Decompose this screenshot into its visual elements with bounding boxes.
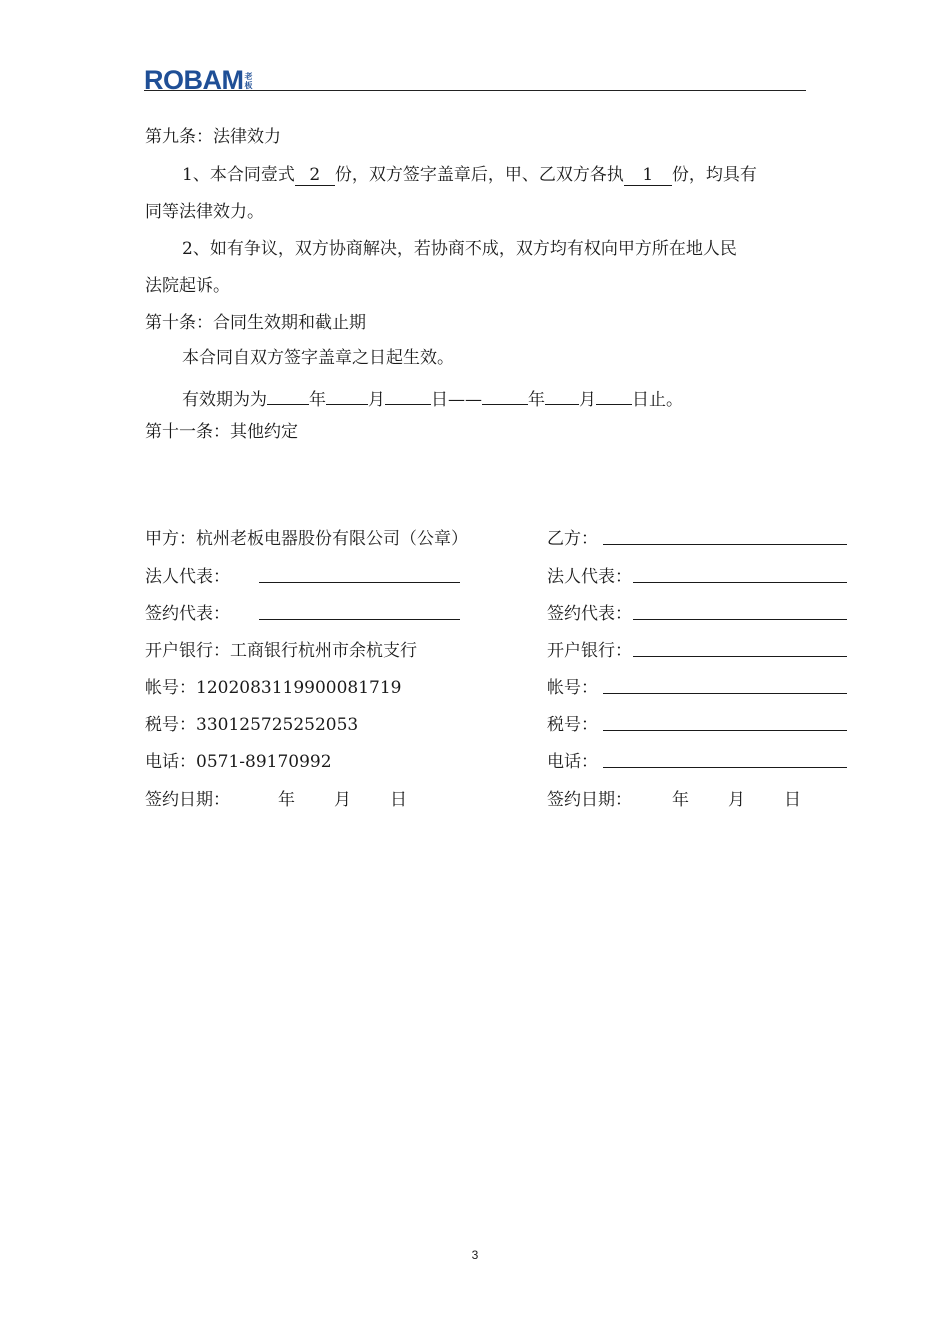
- party-b-sign-rep-line[interactable]: [633, 619, 847, 620]
- article9-para2: 2、如有争议，双方协商解决，若协商不成，双方均有权向甲方所在地人民: [182, 239, 737, 259]
- party-a-date: 签约日期： 年 月 日: [145, 790, 407, 810]
- party-b-sign-rep-label: 签约代表：: [547, 604, 632, 624]
- party-b-legal-rep-label: 法人代表：: [547, 567, 632, 587]
- article10-para1: 本合同自双方签字盖章之日起生效。: [182, 348, 454, 368]
- party-b-phone-label: 电话：: [547, 752, 598, 772]
- party-a-name: 甲方：杭州老板电器股份有限公司（公章）: [145, 529, 468, 549]
- party-a-account: 帐号：1202083119900081719: [145, 678, 402, 698]
- party-b-name-label: 乙方：: [547, 529, 598, 549]
- logo-chinese: 老 板: [244, 72, 253, 90]
- article11-title: 第十一条：其他约定: [145, 422, 298, 442]
- end-month-blank[interactable]: [545, 384, 579, 405]
- party-a-sign-rep-label: 签约代表：: [145, 604, 230, 624]
- party-b-phone-line[interactable]: [603, 767, 847, 768]
- party-a-sign-rep-line[interactable]: [259, 619, 460, 620]
- party-b-bank-label: 开户银行：: [547, 641, 632, 661]
- party-b-account-line[interactable]: [603, 693, 847, 694]
- party-b-tax-line[interactable]: [603, 730, 847, 731]
- party-a-phone: 电话：0571-89170992: [145, 752, 332, 772]
- party-b-legal-rep-line[interactable]: [633, 582, 847, 583]
- header-rule: [144, 90, 806, 91]
- start-month-blank[interactable]: [326, 384, 368, 405]
- page-number: 3: [471, 1248, 479, 1262]
- validity-period: 有效期为为 年 月 日—— 年 月 日止。: [182, 384, 683, 411]
- logo-wordmark: ROBAM: [144, 65, 244, 95]
- party-a-bank: 开户银行：工商银行杭州市余杭支行: [145, 641, 417, 661]
- copies-each: 1: [624, 165, 672, 186]
- party-b-name-line[interactable]: [603, 544, 847, 545]
- party-a-legal-rep-line[interactable]: [259, 582, 460, 583]
- party-a-tax: 税号：330125725252053: [145, 715, 359, 735]
- start-day-blank[interactable]: [385, 384, 431, 405]
- party-b-account-label: 帐号：: [547, 678, 598, 698]
- article9-para2-cont: 法院起诉。: [145, 276, 230, 296]
- robam-logo: [144, 65, 253, 95]
- party-b-date: 签约日期： 年 月 日: [547, 790, 801, 810]
- party-b-tax-label: 税号：: [547, 715, 598, 735]
- party-b-bank-line[interactable]: [633, 656, 847, 657]
- start-year-blank[interactable]: [267, 384, 309, 405]
- article9-para1-cont: 同等法律效力。: [145, 202, 264, 222]
- copies-count: 2: [295, 165, 335, 186]
- article9-para1: 1、本合同壹式 2 份，双方签字盖章后，甲、乙双方各执 1 份，均具有: [182, 165, 757, 185]
- end-day-blank[interactable]: [596, 384, 632, 405]
- end-year-blank[interactable]: [482, 384, 528, 405]
- article9-title: 第九条：法律效力: [145, 127, 281, 147]
- article10-title: 第十条：合同生效期和截止期: [145, 313, 366, 333]
- party-a-legal-rep-label: 法人代表：: [145, 567, 230, 587]
